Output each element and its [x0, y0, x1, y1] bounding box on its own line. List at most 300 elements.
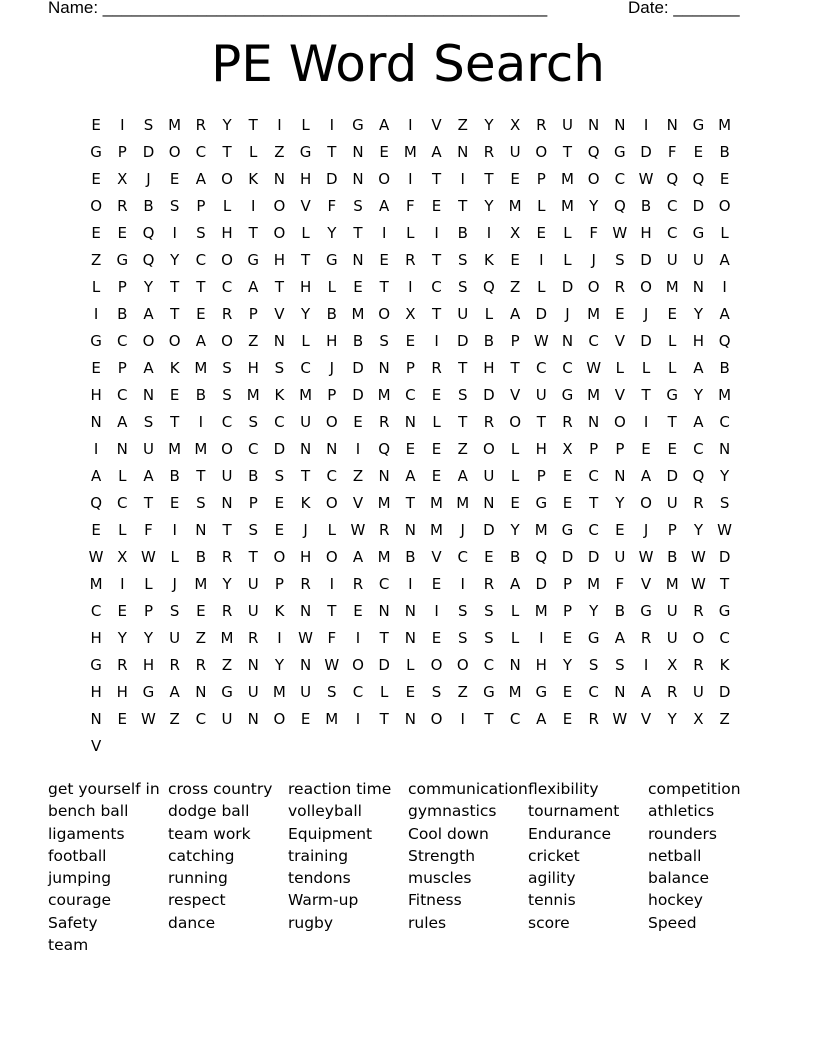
grid-letter: D: [535, 575, 548, 593]
word-list-item: cross country: [168, 780, 273, 798]
grid-letter: L: [170, 548, 179, 566]
grid-letter: F: [589, 224, 598, 242]
grid-letter: E: [91, 359, 101, 377]
word-list-item: volleyball: [288, 802, 362, 821]
grid-letter: B: [457, 224, 468, 242]
grid-letter: R: [221, 548, 233, 566]
grid-letter: A: [509, 305, 521, 323]
grid-letter: O: [142, 332, 155, 350]
grid-letter: S: [143, 116, 154, 134]
grid-letter: T: [170, 278, 180, 296]
grid-letter: Y: [510, 521, 520, 539]
grid-letter: N: [666, 116, 678, 134]
grid-letter: U: [247, 602, 259, 620]
grid-letter: N: [404, 521, 416, 539]
grid-letter: O: [168, 143, 181, 161]
grid-letter: W: [638, 170, 654, 188]
grid-letter: M: [560, 197, 574, 215]
grid-letter: Q: [692, 467, 705, 485]
grid-letter: C: [326, 467, 338, 485]
grid-letter: X: [667, 656, 678, 674]
grid-letter: P: [327, 386, 337, 404]
grid-letter: Y: [117, 629, 127, 647]
grid-letter: D: [273, 440, 286, 458]
grid-letter: C: [90, 602, 102, 620]
grid-letter: I: [643, 116, 649, 134]
grid-letter: E: [431, 386, 442, 404]
grid-letter: M: [534, 521, 548, 539]
grid-letter: K: [483, 251, 494, 269]
grid-letter: X: [693, 710, 704, 728]
grid-letter: I: [722, 278, 727, 296]
grid-letter: D: [561, 548, 574, 566]
grid-letter: N: [221, 494, 233, 512]
grid-letter: L: [484, 305, 494, 323]
grid-letter: H: [90, 386, 102, 404]
grid-letter: A: [143, 467, 154, 485]
grid-letter: L: [510, 602, 520, 620]
grid-letter: N: [142, 386, 155, 404]
grid-letter: C: [247, 440, 259, 458]
grid-letter: N: [483, 494, 495, 512]
grid-letter: B: [483, 332, 495, 350]
grid-letter: C: [719, 629, 730, 647]
grid-letter: B: [719, 359, 730, 377]
word-list-item: rounders: [648, 824, 717, 843]
date-field-label[interactable]: Date: _______: [628, 0, 740, 17]
grid-letter: Y: [274, 656, 284, 674]
grid-letter: N: [299, 602, 312, 620]
grid-letter: R: [352, 575, 364, 593]
grid-letter: W: [638, 548, 654, 566]
grid-letter: E: [693, 143, 704, 161]
grid-letter: C: [693, 440, 704, 458]
grid-letter: N: [352, 143, 364, 161]
grid-letter: M: [430, 494, 443, 512]
grid-letter: E: [510, 251, 520, 269]
grid-letter: N: [352, 251, 364, 269]
grid-letter: I: [408, 575, 413, 593]
grid-letter: G: [535, 494, 548, 512]
grid-letter: M: [194, 575, 208, 593]
grid-letter: T: [510, 359, 520, 377]
grid-letter: M: [299, 386, 313, 404]
grid-letter: M: [587, 386, 601, 404]
word-list-item: team: [48, 936, 89, 955]
grid-letter: C: [719, 413, 730, 431]
grid-letter: P: [196, 197, 206, 215]
grid-letter: N: [273, 332, 286, 350]
grid-letter: P: [536, 170, 546, 188]
grid-letter: A: [195, 170, 206, 188]
grid-letter: C: [300, 359, 311, 377]
grid-letter: U: [614, 548, 626, 566]
grid-letter: I: [434, 602, 439, 620]
grid-letter: T: [431, 251, 442, 269]
grid-letter: X: [509, 116, 521, 134]
grid-letter: F: [327, 629, 337, 647]
grid-letter: X: [117, 170, 128, 188]
grid-letter: L: [327, 521, 336, 539]
grid-letter: G: [483, 683, 495, 701]
grid-letter: P: [562, 602, 572, 620]
grid-letter: B: [719, 143, 730, 161]
word-list-item: athletics: [648, 802, 715, 821]
grid-letter: K: [248, 170, 259, 188]
grid-letter: P: [510, 332, 520, 350]
grid-letter: G: [90, 332, 102, 350]
grid-letter: G: [692, 116, 705, 134]
grid-letter: L: [510, 629, 520, 647]
grid-letter: N: [457, 143, 469, 161]
grid-letter: P: [143, 602, 153, 620]
grid-letter: E: [91, 116, 101, 134]
word-list-item: running: [168, 869, 228, 888]
grid-letter: R: [169, 656, 180, 674]
grid-letter: A: [405, 467, 416, 485]
grid-letter: L: [118, 521, 127, 539]
grid-letter: B: [326, 305, 337, 323]
grid-letter: E: [431, 629, 442, 647]
grid-letter: E: [510, 170, 520, 188]
word-list-item: reaction time: [288, 780, 392, 798]
grid-letter: N: [299, 656, 312, 674]
grid-letter: P: [562, 575, 572, 593]
grid-letter: S: [588, 656, 599, 674]
grid-letter: G: [299, 143, 312, 161]
grid-letter: T: [379, 629, 389, 647]
grid-letter: V: [431, 548, 442, 566]
grid-letter: S: [353, 197, 363, 215]
grid-letter: L: [249, 143, 258, 161]
grid-letter: M: [534, 602, 548, 620]
grid-letter: K: [719, 656, 730, 674]
grid-letter: P: [117, 359, 127, 377]
grid-letter: Y: [301, 305, 311, 323]
grid-letter: T: [327, 602, 337, 620]
grid-letter: I: [539, 251, 544, 269]
grid-letter: N: [614, 683, 626, 701]
grid-letter: N: [404, 413, 416, 431]
grid-letter: T: [248, 116, 258, 134]
grid-letter: Z: [248, 332, 259, 350]
grid-letter: D: [535, 305, 548, 323]
grid-letter: E: [615, 305, 625, 323]
word-list-item: gymnastics: [408, 802, 497, 821]
grid-letter: G: [325, 251, 338, 269]
grid-letter: N: [247, 710, 259, 728]
grid-letter: A: [352, 548, 364, 566]
grid-letter: O: [640, 494, 652, 512]
grid-letter: C: [614, 170, 626, 188]
grid-letter: O: [221, 251, 233, 269]
grid-letter: R: [195, 116, 207, 134]
grid-letter: R: [640, 629, 652, 647]
grid-letter: D: [352, 386, 364, 404]
grid-letter: C: [536, 359, 547, 377]
grid-letter: E: [353, 278, 363, 296]
grid-letter: I: [434, 224, 439, 242]
grid-letter: S: [143, 413, 154, 431]
grid-letter: K: [274, 602, 285, 620]
grid-letter: Y: [562, 656, 573, 674]
grid-letter: Z: [457, 440, 468, 458]
grid-letter: U: [666, 494, 678, 512]
word-list-item: get yourself in: [48, 780, 160, 798]
word-list-item: jumping: [48, 869, 112, 888]
grid-letter: M: [665, 575, 679, 593]
grid-letter: O: [718, 197, 731, 215]
grid-letter: Y: [484, 116, 494, 134]
grid-letter: Z: [274, 143, 285, 161]
grid-letter: G: [90, 143, 102, 161]
grid-letter: T: [458, 413, 468, 431]
grid-letter: S: [719, 494, 730, 512]
grid-letter: J: [172, 575, 177, 593]
grid-letter: S: [248, 413, 258, 431]
grid-letter: C: [588, 332, 599, 350]
grid-letter: V: [431, 116, 442, 134]
grid-letter: T: [327, 143, 337, 161]
grid-letter: R: [195, 656, 207, 674]
grid-letter: N: [90, 710, 102, 728]
grid-letter: Y: [589, 197, 599, 215]
grid-letter: P: [274, 575, 284, 593]
grid-letter: J: [303, 521, 308, 539]
grid-letter: E: [300, 710, 311, 728]
grid-letter: U: [692, 251, 704, 269]
grid-letter: T: [222, 143, 232, 161]
grid-letter: M: [430, 521, 443, 539]
word-list-item: score: [528, 913, 570, 932]
grid-letter: X: [117, 548, 128, 566]
grid-letter: L: [301, 332, 310, 350]
grid-letter: O: [430, 710, 443, 728]
grid-letter: Q: [378, 440, 391, 458]
grid-letter: B: [143, 197, 154, 215]
grid-letter: M: [168, 116, 182, 134]
grid-letter: G: [640, 602, 652, 620]
grid-letter: F: [615, 575, 625, 593]
grid-letter: G: [221, 683, 233, 701]
grid-letter: N: [718, 440, 731, 458]
grid-letter: H: [692, 332, 705, 350]
grid-letter: C: [666, 224, 678, 242]
grid-letter: R: [378, 413, 390, 431]
grid-letter: I: [539, 629, 544, 647]
grid-letter: W: [690, 548, 706, 566]
grid-letter: J: [643, 305, 649, 323]
grid-letter: W: [324, 656, 340, 674]
grid-letter: O: [273, 224, 286, 242]
grid-letter: D: [378, 656, 390, 674]
grid-letter: S: [169, 602, 180, 620]
grid-letter: T: [667, 413, 677, 431]
grid-letter: R: [117, 197, 128, 215]
grid-letter: E: [484, 548, 494, 566]
grid-letter: Z: [457, 683, 468, 701]
grid-letter: U: [666, 251, 678, 269]
name-field-label[interactable]: Name: _______________________________________________: [48, 0, 548, 17]
grid-letter: C: [588, 467, 599, 485]
grid-letter: U: [457, 305, 469, 323]
grid-letter: E: [431, 467, 442, 485]
grid-letter: W: [350, 521, 366, 539]
word-list-item: Cool down: [408, 824, 489, 843]
grid-letter: M: [220, 629, 234, 647]
grid-letter: G: [666, 386, 679, 404]
grid-letter: L: [406, 656, 415, 674]
grid-letter: L: [222, 197, 232, 215]
grid-letter: R: [221, 602, 233, 620]
grid-letter: T: [379, 278, 389, 296]
word-list-item: dance: [168, 913, 216, 932]
grid-letter: B: [614, 602, 625, 620]
grid-letter: I: [643, 413, 649, 431]
word-list-item: football: [48, 846, 107, 865]
grid-letter: Q: [718, 332, 731, 350]
grid-letter: J: [643, 521, 649, 539]
grid-letter: O: [456, 656, 469, 674]
grid-letter: O: [273, 197, 286, 215]
grid-letter: O: [221, 440, 233, 458]
grid-letter: Z: [169, 710, 180, 728]
grid-letter: X: [509, 224, 521, 242]
grid-letter: H: [535, 656, 547, 674]
grid-letter: Y: [720, 467, 730, 485]
grid-letter: G: [718, 602, 731, 620]
grid-letter: S: [274, 359, 285, 377]
grid-letter: S: [248, 521, 258, 539]
word-list-item: rugby: [288, 913, 334, 932]
grid-letter: I: [434, 332, 439, 350]
grid-letter: A: [640, 683, 652, 701]
grid-letter: E: [405, 332, 416, 350]
grid-letter: N: [247, 656, 259, 674]
grid-letter: N: [588, 413, 600, 431]
grid-letter: E: [667, 305, 677, 323]
word-list-item: Fitness: [408, 891, 462, 910]
grid-letter: L: [144, 575, 153, 593]
word-list-item: cricket: [528, 846, 580, 865]
grid-letter: B: [667, 548, 678, 566]
grid-letter: R: [614, 278, 626, 296]
grid-letter: U: [483, 467, 495, 485]
grid-letter: K: [274, 386, 285, 404]
grid-letter: M: [587, 575, 601, 593]
grid-letter: P: [117, 143, 127, 161]
grid-letter: I: [93, 440, 99, 458]
grid-letter: A: [143, 359, 154, 377]
grid-letter: N: [116, 440, 128, 458]
grid-letter: U: [142, 440, 154, 458]
word-list-item: Speed: [648, 913, 697, 932]
grid-letter: C: [588, 521, 599, 539]
grid-letter: Y: [170, 251, 180, 269]
grid-letter: M: [246, 386, 260, 404]
grid-letter: I: [460, 170, 465, 188]
grid-letter: H: [142, 656, 155, 674]
grid-letter: U: [169, 629, 181, 647]
grid-letter: M: [456, 494, 470, 512]
grid-letter: A: [614, 629, 625, 647]
grid-letter: T: [274, 278, 284, 296]
grid-letter: G: [561, 386, 574, 404]
word-list-item: Safety: [48, 913, 98, 932]
grid-letter: C: [378, 575, 390, 593]
grid-letter: E: [117, 602, 128, 620]
grid-letter: L: [641, 359, 651, 377]
grid-letter: L: [563, 251, 572, 269]
grid-letter: Z: [457, 116, 468, 134]
grid-letter: T: [379, 710, 389, 728]
grid-letter: N: [614, 116, 626, 134]
grid-letter: H: [535, 440, 547, 458]
grid-letter: S: [196, 494, 206, 512]
grid-letter: Y: [589, 602, 599, 620]
grid-letter: S: [457, 386, 468, 404]
grid-letter: M: [718, 386, 732, 404]
grid-letter: E: [431, 197, 442, 215]
grid-letter: W: [141, 710, 156, 728]
grid-letter: V: [274, 305, 285, 323]
grid-letter: R: [667, 683, 678, 701]
grid-letter: T: [484, 710, 494, 728]
grid-letter: L: [537, 278, 546, 296]
grid-letter: C: [483, 656, 495, 674]
grid-letter: O: [325, 413, 338, 431]
grid-letter: Y: [484, 197, 494, 215]
grid-letter: W: [717, 521, 733, 539]
grid-letter: E: [91, 521, 101, 539]
grid-letter: I: [277, 116, 282, 134]
grid-letter: T: [170, 305, 180, 323]
grid-letter: V: [614, 386, 625, 404]
grid-letter: R: [483, 575, 495, 593]
word-list-item: competition: [648, 780, 741, 798]
grid-letter: D: [718, 683, 731, 701]
grid-letter: S: [484, 629, 494, 647]
grid-letter: I: [460, 575, 465, 593]
grid-letter: O: [325, 548, 338, 566]
grid-letter: H: [640, 224, 652, 242]
grid-letter: G: [90, 656, 102, 674]
grid-letter: C: [117, 332, 128, 350]
grid-letter: O: [168, 332, 181, 350]
grid-letter: V: [509, 386, 521, 404]
grid-letter: S: [431, 683, 442, 701]
grid-letter: I: [277, 629, 282, 647]
grid-letter: O: [221, 170, 233, 188]
grid-letter: R: [248, 629, 259, 647]
word-list-item: courage: [48, 891, 112, 910]
grid-letter: R: [483, 143, 495, 161]
grid-letter: O: [483, 440, 495, 458]
grid-letter: L: [432, 413, 441, 431]
grid-letter: S: [615, 656, 625, 674]
grid-letter: A: [117, 413, 128, 431]
word-list-item: communication: [408, 780, 528, 798]
grid-letter: L: [327, 278, 336, 296]
grid-letter: N: [299, 440, 312, 458]
grid-letter: L: [668, 359, 677, 377]
grid-letter: V: [352, 494, 364, 512]
grid-letter: D: [587, 548, 600, 566]
grid-letter: R: [562, 413, 573, 431]
grid-letter: E: [169, 494, 180, 512]
grid-letter: A: [719, 305, 730, 323]
grid-letter: L: [720, 224, 729, 242]
